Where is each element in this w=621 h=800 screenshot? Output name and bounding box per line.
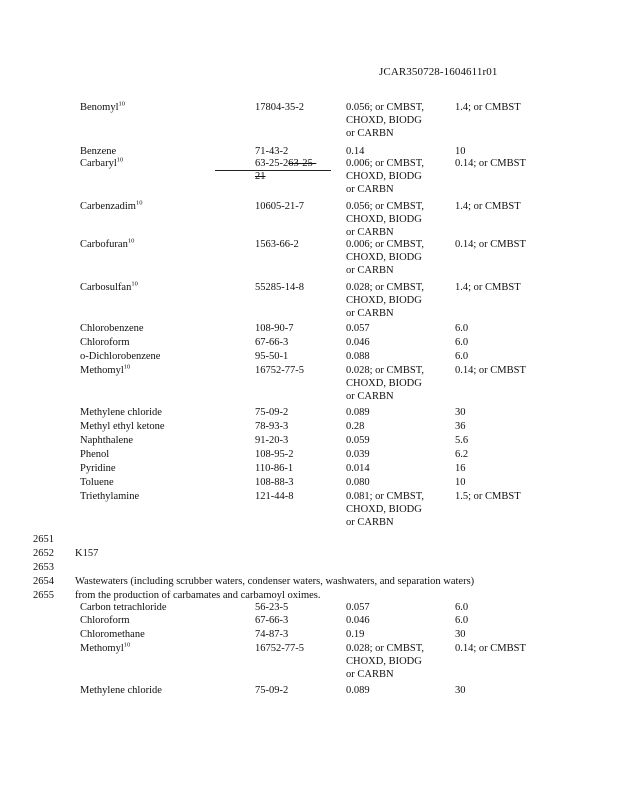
constituent-name: Carbaryl$^{10}$ bbox=[80, 156, 124, 169]
cas-number-new: 63-25-2 bbox=[255, 158, 289, 169]
wastewater-standard: 0.057 bbox=[346, 602, 370, 613]
wastewater-standard: 0.059 bbox=[346, 435, 370, 446]
constituent-name: Benomyl$^{10}$ bbox=[80, 100, 125, 113]
nonwastewater-standard: 1.4; or CMBST bbox=[455, 102, 521, 113]
wastewater-standard: 0.28 bbox=[346, 421, 365, 432]
wastewater-standard: 0.028; or CMBST, CHOXD, BIODG or CARBN bbox=[346, 643, 424, 680]
wastewater-standard: 0.039 bbox=[346, 449, 370, 460]
cas-number: 95-50-1 bbox=[255, 351, 289, 362]
wastewater-standard: 0.089 bbox=[346, 685, 370, 696]
nonwastewater-standard: 6.2 bbox=[455, 449, 469, 460]
nonwastewater-standard: 5.6 bbox=[455, 435, 469, 446]
wastewater-standard: 0.089 bbox=[346, 407, 370, 418]
cas-number: 10605-21-7 bbox=[255, 201, 304, 212]
cas-number: 1563-66-2 bbox=[255, 239, 299, 250]
wastewater-standard: 0.080 bbox=[346, 477, 370, 488]
nonwastewater-standard: 36 bbox=[455, 421, 466, 432]
constituent-name: Carbon tetrachloride bbox=[80, 602, 167, 613]
constituent-name: Chloroform bbox=[80, 615, 130, 626]
wastewater-standard: 0.046 bbox=[346, 337, 370, 348]
constituent-name: Carbenzadim$^{10}$ bbox=[80, 199, 143, 212]
constituent-name: Phenol bbox=[80, 449, 110, 460]
nonwastewater-standard: 0.14; or CMBST bbox=[455, 365, 526, 376]
cas-number: 67-66-3 bbox=[255, 337, 289, 348]
waste-description-line-2: from the production of carbamates and carbamoyl oximes. bbox=[75, 590, 321, 601]
cas-number: 74-87-3 bbox=[255, 629, 289, 640]
cas-number: 78-93-3 bbox=[255, 421, 289, 432]
constituent-name: Benzene bbox=[80, 146, 117, 157]
cas-number-deleted-cont: 21 bbox=[255, 171, 266, 182]
cas-number bbox=[255, 157, 340, 182]
nonwastewater-standard: 6.0 bbox=[455, 323, 469, 334]
wastewater-standard: 0.028; or CMBST, CHOXD, BIODG or CARBN bbox=[346, 365, 424, 402]
line-number: 2653 bbox=[33, 562, 54, 573]
wastewater-standard: 0.088 bbox=[346, 351, 370, 362]
nonwastewater-standard: 6.0 bbox=[455, 351, 469, 362]
line-number: 2651 bbox=[33, 534, 54, 545]
cas-number: 16752-77-5 bbox=[255, 365, 304, 376]
constituent-name: o-Dichlorobenzene bbox=[80, 351, 161, 362]
line-number: 2654 bbox=[33, 576, 54, 587]
cas-number: 121-44-8 bbox=[255, 491, 294, 502]
cas-number: 108-88-3 bbox=[255, 477, 294, 488]
constituent-name: Chloromethane bbox=[80, 629, 145, 640]
nonwastewater-standard: 1.5; or CMBST bbox=[455, 491, 521, 502]
constituent-name: Methyl ethyl ketone bbox=[80, 421, 165, 432]
constituent-name: Methomyl$^{10}$ bbox=[80, 363, 131, 376]
nonwastewater-standard: 16 bbox=[455, 463, 466, 474]
document-id: JCAR350728-1604611r01 bbox=[379, 66, 498, 78]
nonwastewater-standard: 6.0 bbox=[455, 602, 469, 613]
wastewater-standard: 0.006; or CMBST, CHOXD, BIODG or CARBN bbox=[346, 158, 424, 195]
constituent-name: Naphthalene bbox=[80, 435, 134, 446]
cas-number: 56-23-5 bbox=[255, 602, 289, 613]
nonwastewater-standard: 0.14; or CMBST bbox=[455, 158, 526, 169]
wastewater-standard: 0.081; or CMBST, CHOXD, BIODG or CARBN bbox=[346, 491, 424, 528]
cas-number: 91-20-3 bbox=[255, 435, 289, 446]
constituent-name: Chloroform bbox=[80, 337, 130, 348]
wastewater-standard: 0.19 bbox=[346, 629, 365, 640]
wastewater-standard: 0.057 bbox=[346, 323, 370, 334]
wastewater-standard: 0.14 bbox=[346, 146, 365, 157]
constituent-name: Carbosulfan$^{10}$ bbox=[80, 280, 138, 293]
nonwastewater-standard: 1.4; or CMBST bbox=[455, 201, 521, 212]
wastewater-standard: 0.014 bbox=[346, 463, 370, 474]
line-number: 2652 bbox=[33, 548, 54, 559]
strikethrough-line bbox=[215, 170, 331, 171]
cas-number: 17804-35-2 bbox=[255, 102, 304, 113]
nonwastewater-standard: 30 bbox=[455, 629, 466, 640]
constituent-name: Carbofuran$^{10}$ bbox=[80, 237, 135, 250]
nonwastewater-standard: 1.4; or CMBST bbox=[455, 282, 521, 293]
cas-number: 75-09-2 bbox=[255, 685, 289, 696]
constituent-name: Methylene chloride bbox=[80, 407, 162, 418]
nonwastewater-standard: 10 bbox=[455, 146, 466, 157]
cas-number: 75-09-2 bbox=[255, 407, 289, 418]
wastewater-standard: 0.006; or CMBST, CHOXD, BIODG or CARBN bbox=[346, 239, 424, 276]
wastewater-standard: 0.056; or CMBST, CHOXD, BIODG or CARBN bbox=[346, 201, 424, 238]
line-number: 2655 bbox=[33, 590, 54, 601]
constituent-name: Methylene chloride bbox=[80, 685, 162, 696]
constituent-name: Toluene bbox=[80, 477, 114, 488]
cas-number: 110-86-1 bbox=[255, 463, 294, 474]
cas-number: 108-90-7 bbox=[255, 323, 294, 334]
constituent-name: Pyridine bbox=[80, 463, 116, 474]
cas-number: 67-66-3 bbox=[255, 615, 289, 626]
nonwastewater-standard: 0.14; or CMBST bbox=[455, 643, 526, 654]
nonwastewater-standard: 0.14; or CMBST bbox=[455, 239, 526, 250]
cas-number: 71-43-2 bbox=[255, 146, 289, 157]
constituent-name: Methomyl$^{10}$ bbox=[80, 641, 131, 654]
nonwastewater-standard: 6.0 bbox=[455, 337, 469, 348]
cas-number: 108-95-2 bbox=[255, 449, 294, 460]
wastewater-standard: 0.056; or CMBST, CHOXD, BIODG or CARBN bbox=[346, 102, 424, 139]
waste-description-line-1: Wastewaters (including scrubber waters, condenser waters, washwaters, and separation waters) bbox=[75, 576, 475, 587]
cas-number: 55285-14-8 bbox=[255, 282, 304, 293]
constituent-name: Triethylamine bbox=[80, 491, 140, 502]
nonwastewater-standard: 30 bbox=[455, 407, 466, 418]
constituent-name: Chlorobenzene bbox=[80, 323, 144, 334]
wastewater-standard: 0.028; or CMBST, CHOXD, BIODG or CARBN bbox=[346, 282, 424, 319]
nonwastewater-standard: 10 bbox=[455, 477, 466, 488]
nonwastewater-standard: 6.0 bbox=[455, 615, 469, 626]
cas-number: 16752-77-5 bbox=[255, 643, 304, 654]
waste-code: K157 bbox=[75, 548, 99, 559]
cas-number-deleted: 63-25- bbox=[288, 158, 317, 169]
nonwastewater-standard: 30 bbox=[455, 685, 466, 696]
wastewater-standard: 0.046 bbox=[346, 615, 370, 626]
